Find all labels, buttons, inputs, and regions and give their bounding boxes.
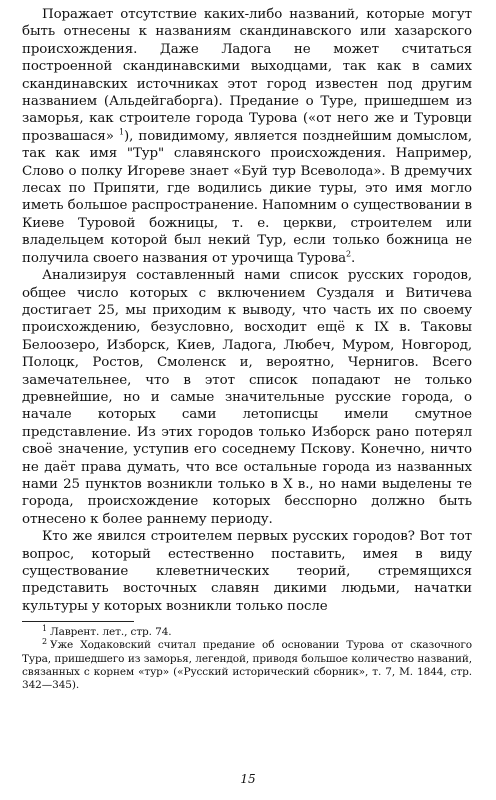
paragraph-1 (22, 6, 472, 267)
paragraph-1-text-b: ), повидимому, является позднейшим домыслом, так как имя "Тур" славянского происхождения. Например, Слово о полку Игореве знает «Буй тур Всеволода». В дремучих лесах по Припяти, где водились дикие туры, это имя могло иметь большое распространение. Напомним о существовании в Киеве Туровой божницы, т. е. церкви, строителем или владельцем которой был некий Тур, если только божница не получила своего названия от урочища Турова (22, 128, 473, 266)
paragraph-3: Кто же явился строителем первых русских городов? Вот тот вопрос, который естественно поставить, имея в виду существование клеветнических теорий, стремящихся представить восточных славян дикими людьми, начатки культуры у которых возникли только после (22, 529, 472, 614)
footnote-ref-1[interactable]: 1 (118, 127, 124, 137)
footnotes (22, 623, 472, 692)
footnote-1-text: Лаврент. лет., стр. 74. (50, 626, 172, 639)
footnote-mark-2: 2 (42, 636, 47, 646)
footnote-divider (22, 621, 134, 622)
paragraph-2: Анализируя составленный нами список русских городов, общее число которых с включением Суздаля и Витичева достигает 25, мы приходим к выводу, что часть их по своему происхождению, безусловно, восходит ещё к IX в. Таковы Белоозеро, Изборск, Киев, Ладога, Любеч, Муром, Новгород, Полоцк, Ростов, Смоленск и, вероятно, Чернигов. Всего замечательнее, что в этот список попадают не только древнейшие, но и самые значительные русские города, о начале которых сами летописцы имели смутное представление. Из этих городов только Изборск рано потерял своё значение, уступив его соседнему Пскову. Конечно, ничто не даёт права думать, что все остальные города из названных нами 25 пунктов возникли только в X в., но нами выделены те города, происхождение которых бесспорно должно быть отнесено к более раннему периоду. (22, 268, 472, 527)
main-text (22, 6, 472, 615)
footnote-mark-1: 1 (42, 623, 47, 633)
footnote-ref-2[interactable]: 2 (346, 249, 352, 259)
page-number: 15 (240, 772, 256, 786)
footnote-2 (22, 636, 472, 692)
paragraph-1-text-c: . (351, 250, 356, 266)
footnote-1 (22, 623, 472, 639)
footnote-2-text: Уже Ходаковский считал предание об основании Турова от сказочного Тура, пришедшего из заморья, легендой, приводя большое количество названий, связанных с корнем «тур» («Русский исторический сборник», т. 7, М. 1844, стр. 342—345). (22, 639, 472, 692)
paragraph-1-text-a: Поражает отсутствие каких-либо названий, которые могут быть отнесены к названиям скандинавского или хазарского происхождения. Даже Ладога не может считаться построенной скандинавскими выходцами, так как в самих скандинавских источниках этот город известен под другим названием (Альдейгаборга). Предание о Туре, пришедшем из заморья, как строителе города Турова («от него же и Туровци прозвашася» (22, 7, 472, 144)
